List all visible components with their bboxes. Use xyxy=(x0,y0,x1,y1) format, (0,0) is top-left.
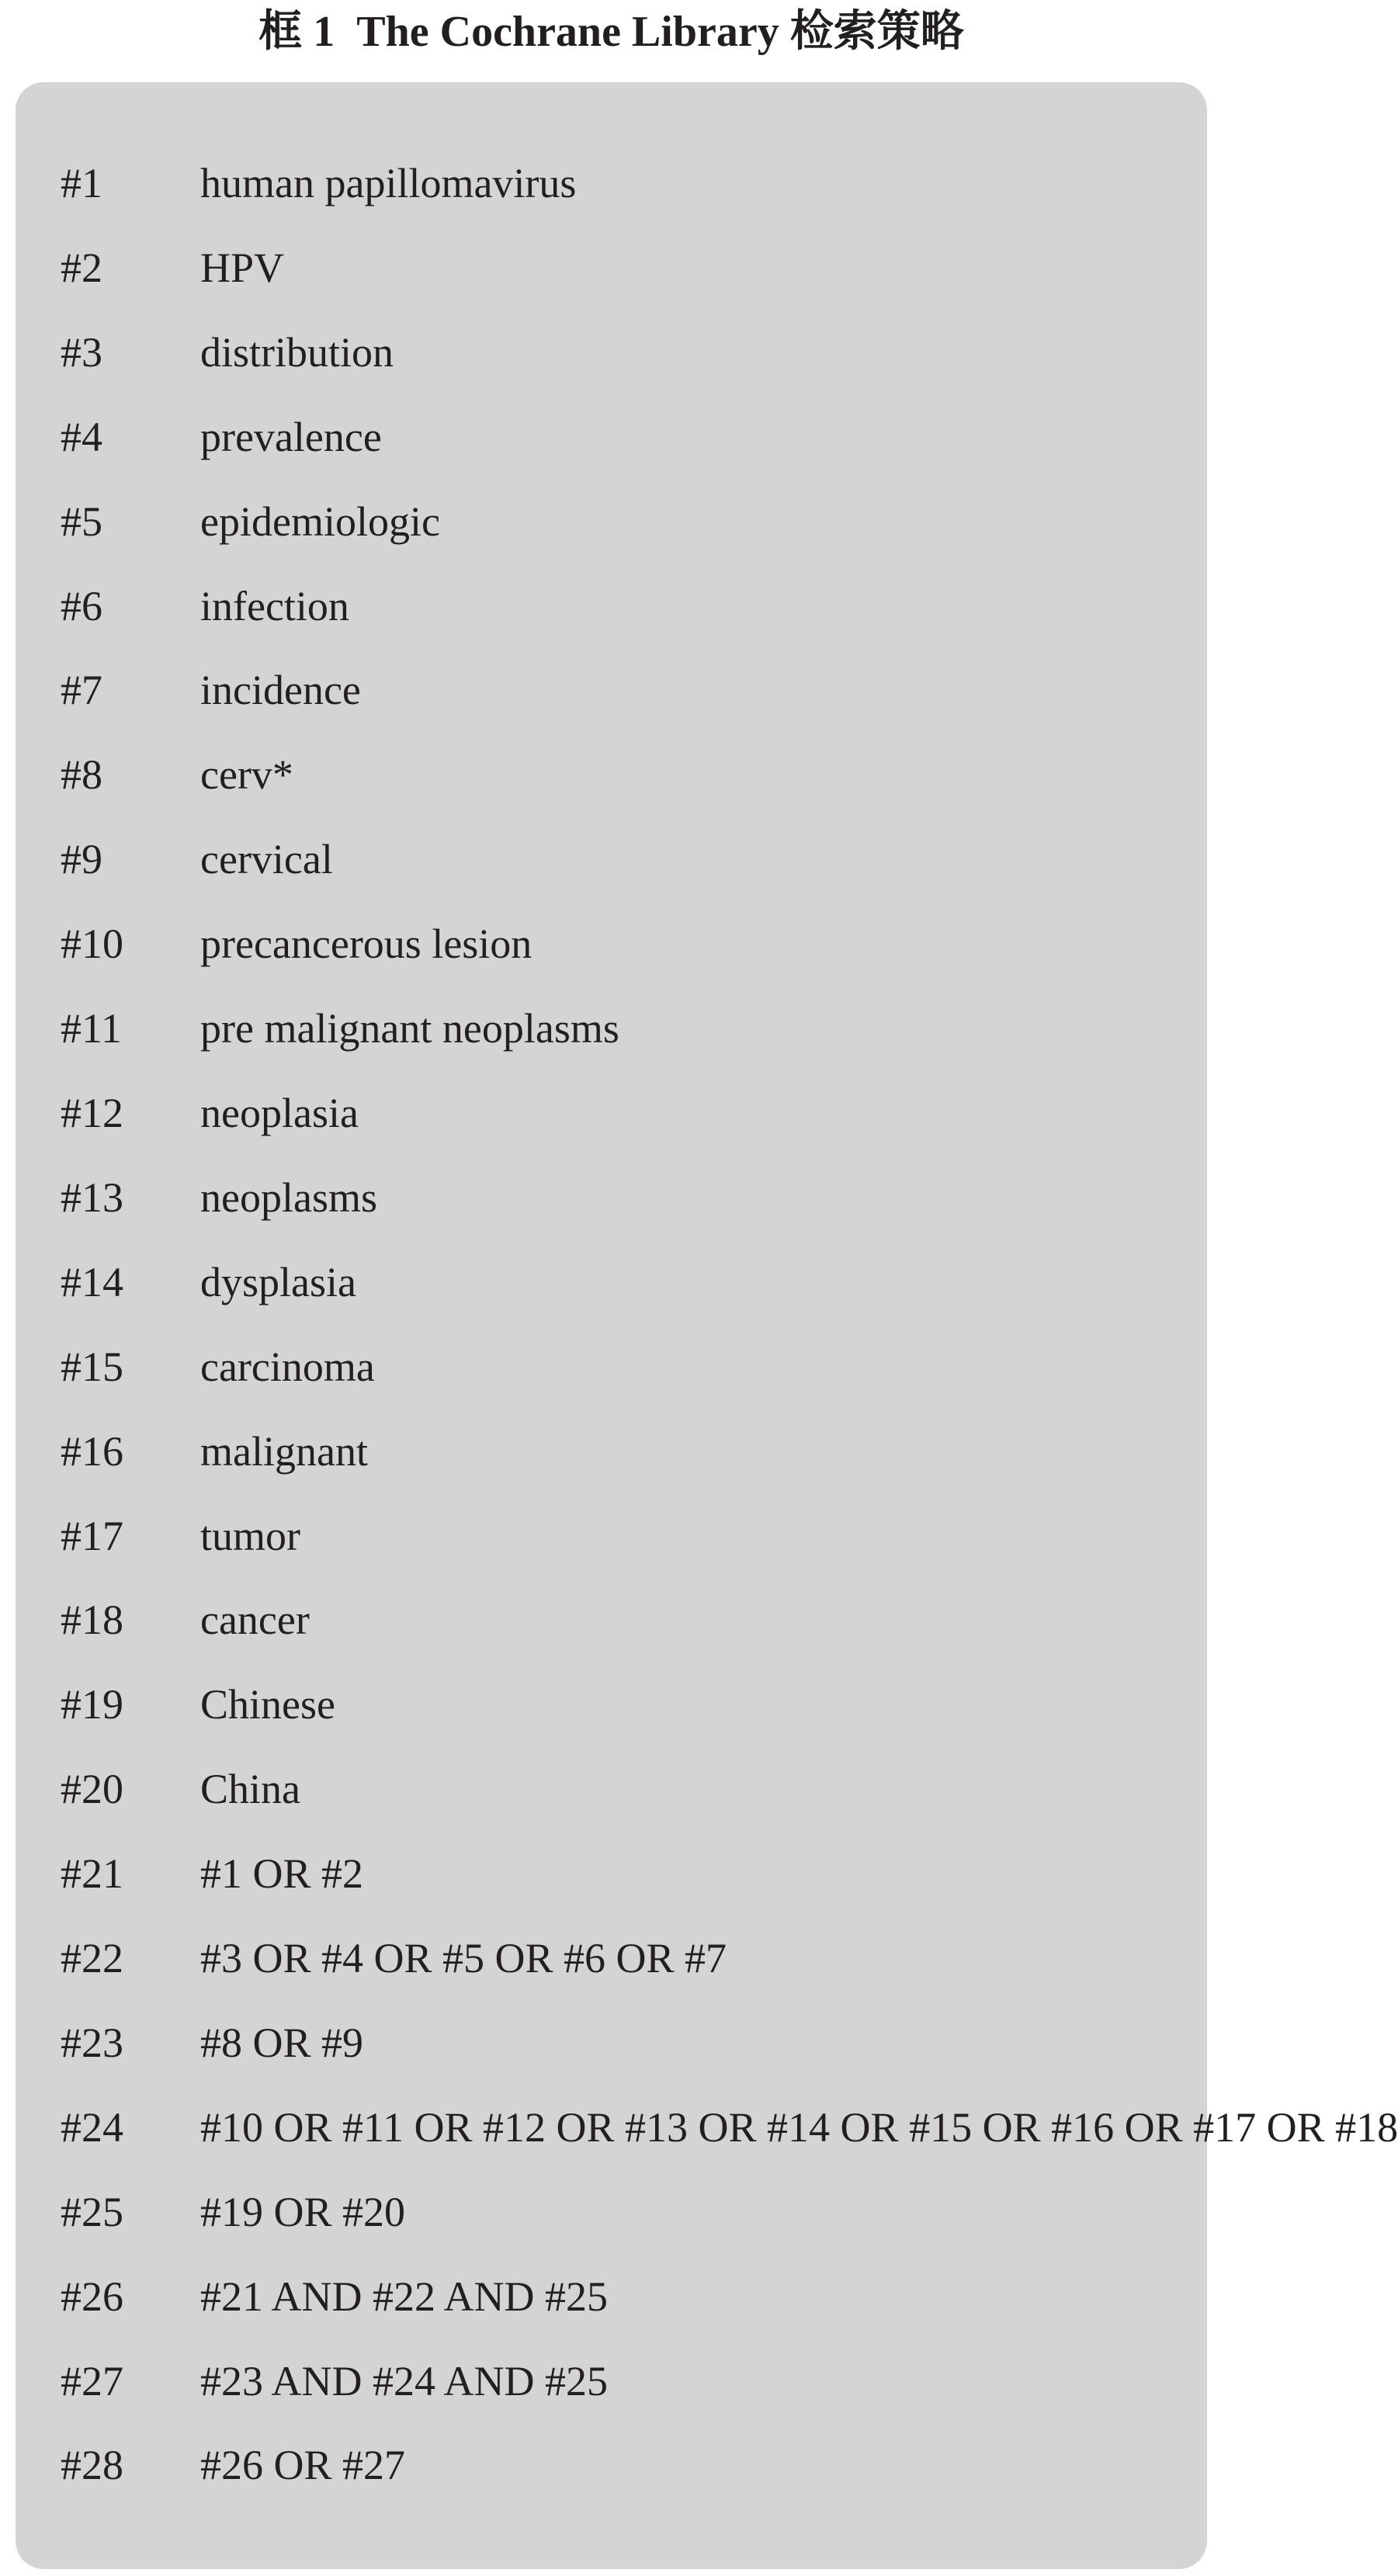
search-row-number: #11 xyxy=(61,1005,122,1052)
search-row-term: #23 AND #24 AND #25 xyxy=(200,2357,609,2404)
search-row-term: China xyxy=(200,1766,300,1813)
search-row xyxy=(16,141,1207,226)
search-row xyxy=(16,2423,1207,2508)
search-row xyxy=(16,310,1207,395)
search-row-term: #10 OR #11 OR #12 OR #13 OR #14 OR #15 OR #16 OR #17 OR #18 xyxy=(200,2103,1398,2151)
search-row-term: dysplasia xyxy=(200,1258,356,1305)
search-row-number: #20 xyxy=(61,1766,123,1813)
search-row-term: #1 OR #2 xyxy=(200,1850,364,1898)
search-row xyxy=(16,817,1207,902)
search-row-number: #10 xyxy=(61,920,123,968)
search-row-term: carcinoma xyxy=(200,1343,375,1390)
search-row-number: #3 xyxy=(61,328,102,376)
search-row xyxy=(16,986,1207,1071)
search-row-term: cancer xyxy=(200,1597,310,1644)
search-row-number: #21 xyxy=(61,1850,123,1898)
search-row xyxy=(16,1494,1207,1579)
search-row xyxy=(16,1071,1207,1156)
search-row-number: #18 xyxy=(61,1597,123,1644)
search-row-term: human papillomavirus xyxy=(200,160,577,206)
search-row xyxy=(16,1156,1207,1240)
search-row-term: cerv* xyxy=(200,751,293,799)
search-row-term: Chinese xyxy=(200,1681,335,1728)
search-row-term: distribution xyxy=(200,328,394,376)
search-row xyxy=(16,1578,1207,1662)
search-row-number: #8 xyxy=(61,751,102,799)
search-row-term: epidemiologic xyxy=(200,498,440,545)
search-row-term: cervical xyxy=(200,836,333,883)
search-row-term: neoplasms xyxy=(200,1174,377,1221)
search-row-number: #1 xyxy=(61,160,102,206)
search-row xyxy=(16,733,1207,817)
search-row-term: #21 AND #22 AND #25 xyxy=(200,2273,609,2320)
search-row-term: pre malignant neoplasms xyxy=(200,1005,619,1052)
search-row-term: precancerous lesion xyxy=(200,920,532,968)
search-row-number: #12 xyxy=(61,1089,123,1136)
search-row xyxy=(16,1662,1207,1747)
search-row-term: #26 OR #27 xyxy=(200,2442,406,2489)
search-row-number: #4 xyxy=(61,413,102,460)
search-row-number: #27 xyxy=(61,2357,123,2404)
search-row xyxy=(16,226,1207,310)
search-row xyxy=(16,1832,1207,1916)
search-row xyxy=(16,1325,1207,1409)
search-row-number: #2 xyxy=(61,244,102,291)
search-row-number: #26 xyxy=(61,2273,123,2320)
search-row xyxy=(16,2001,1207,2085)
search-row-number: #25 xyxy=(61,2188,123,2235)
box-title xyxy=(0,0,1223,64)
search-row xyxy=(16,902,1207,986)
search-row-term: neoplasia xyxy=(200,1089,359,1136)
search-row xyxy=(16,1409,1207,1494)
search-row-term: prevalence xyxy=(200,413,382,460)
search-row-term: #19 OR #20 xyxy=(200,2188,406,2235)
box-title-prefix: 框 1 xyxy=(258,8,335,56)
search-row-term: #3 OR #4 OR #5 OR #6 OR #7 xyxy=(200,1935,727,1982)
search-row xyxy=(16,2085,1398,2170)
search-row xyxy=(16,1747,1207,1832)
search-row-term: infection xyxy=(200,582,349,629)
search-row xyxy=(16,648,1207,733)
search-row-number: #16 xyxy=(61,1427,123,1475)
search-row xyxy=(16,2255,1207,2339)
search-row xyxy=(16,2170,1207,2255)
search-row-term: tumor xyxy=(200,1512,300,1559)
search-row-number: #17 xyxy=(61,1512,123,1559)
search-row-number: #7 xyxy=(61,667,102,714)
search-row-term: incidence xyxy=(200,667,361,714)
search-row xyxy=(16,564,1207,649)
search-row xyxy=(16,1240,1207,1325)
search-row xyxy=(16,480,1207,564)
search-row-number: #28 xyxy=(61,2442,123,2489)
search-row-number: #19 xyxy=(61,1681,123,1728)
search-row-number: #22 xyxy=(61,1935,123,1982)
search-row-number: #6 xyxy=(61,582,102,629)
search-row xyxy=(16,1916,1207,2001)
search-row-number: #13 xyxy=(61,1174,123,1221)
search-strategy-panel xyxy=(16,82,1398,2569)
search-row-number: #23 xyxy=(61,2019,123,2066)
search-row-number: #9 xyxy=(61,836,102,883)
search-row-term: malignant xyxy=(200,1427,368,1475)
search-row-term: #8 OR #9 xyxy=(200,2019,364,2066)
search-row-term: HPV xyxy=(200,244,285,291)
box-title-name: The Cochrane Library xyxy=(356,8,779,56)
search-row-number: #24 xyxy=(61,2103,123,2151)
search-row-number: #14 xyxy=(61,1258,123,1305)
search-strategy-list xyxy=(16,141,1398,2508)
search-row xyxy=(16,2339,1207,2424)
box-title-suffix: 检索策略 xyxy=(789,8,964,56)
search-row xyxy=(16,395,1207,480)
search-row-number: #5 xyxy=(61,498,102,545)
search-row-number: #15 xyxy=(61,1343,123,1390)
